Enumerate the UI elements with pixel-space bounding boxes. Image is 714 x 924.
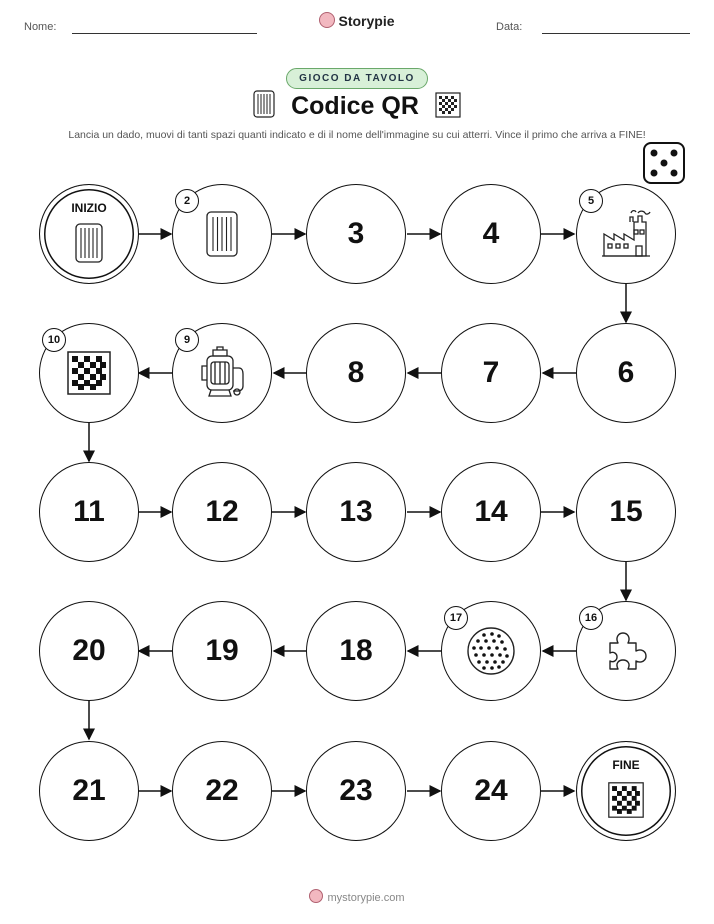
factory-icon: [600, 208, 652, 260]
board-space-start[interactable]: [39, 184, 139, 284]
category-pill: GIOCO DA TAVOLO: [0, 68, 714, 89]
board-space[interactable]: [306, 741, 406, 841]
barcode-icon: [75, 223, 103, 263]
board-space[interactable]: [441, 184, 541, 284]
page-title: Codice QR: [0, 90, 714, 125]
board-space[interactable]: [306, 462, 406, 562]
space-number-badge: 2: [175, 189, 199, 213]
space-number: 12: [205, 495, 239, 528]
space-number: 4: [482, 217, 500, 250]
space-number: 23: [339, 774, 373, 807]
brand-logo: Storypie: [0, 12, 714, 29]
footer-url[interactable]: mystorypie.com: [327, 892, 405, 904]
qr-code-icon: [67, 351, 111, 395]
instructions: Lancia un dado, muovi di tanti spazi quanti indicato e di il nome dell'immagine su cui atterri. Vince il primo che arriva a FINE!: [68, 129, 646, 141]
footer: [0, 889, 714, 904]
board-space[interactable]: [576, 462, 676, 562]
board-space[interactable]: [39, 323, 139, 423]
barcode-icon: [206, 211, 238, 257]
dotted-circle-icon: [466, 626, 516, 676]
space-number: 7: [482, 356, 500, 389]
board-space-finish[interactable]: [576, 741, 676, 841]
board-space[interactable]: [172, 184, 272, 284]
space-number: 13: [339, 495, 373, 528]
board-space[interactable]: [172, 323, 272, 423]
finish-label: FINE: [612, 758, 640, 772]
space-number-badge: 5: [579, 189, 603, 213]
board-space[interactable]: [306, 601, 406, 701]
space-number: 6: [617, 356, 635, 389]
space-number-badge: 10: [42, 328, 66, 352]
space-number: 11: [73, 495, 105, 528]
qr-code-icon: [608, 782, 644, 818]
space-number: 18: [339, 634, 373, 667]
board-space[interactable]: [306, 323, 406, 423]
board-space[interactable]: [172, 462, 272, 562]
name-label: Nome:: [24, 21, 57, 33]
space-number: 15: [609, 495, 643, 528]
space-number: 14: [474, 495, 508, 528]
board-space[interactable]: [576, 601, 676, 701]
space-number: 3: [347, 217, 365, 250]
space-number: 19: [205, 634, 239, 667]
board-space[interactable]: [39, 741, 139, 841]
board-space[interactable]: [576, 323, 676, 423]
start-label: INIZIO: [71, 201, 107, 215]
board-space[interactable]: [172, 741, 272, 841]
board-space[interactable]: [441, 323, 541, 423]
engine-icon: [197, 346, 247, 400]
space-number-badge: 9: [175, 328, 199, 352]
board-space[interactable]: [39, 462, 139, 562]
board-space[interactable]: [576, 184, 676, 284]
date-label: Data:: [496, 21, 523, 33]
space-number: 21: [72, 774, 106, 807]
space-number-badge: 16: [579, 606, 603, 630]
puzzle-piece-icon: [604, 629, 648, 673]
board-space[interactable]: [306, 184, 406, 284]
space-number: 8: [347, 356, 365, 389]
space-number-badge: 17: [444, 606, 468, 630]
board-space[interactable]: [441, 601, 541, 701]
space-number: 24: [474, 774, 508, 807]
board-space[interactable]: [39, 601, 139, 701]
board-space[interactable]: [441, 741, 541, 841]
board-space[interactable]: [172, 601, 272, 701]
space-number: 22: [205, 774, 239, 807]
space-number: 20: [72, 634, 106, 667]
board-space[interactable]: [441, 462, 541, 562]
pig-icon: [309, 889, 323, 903]
